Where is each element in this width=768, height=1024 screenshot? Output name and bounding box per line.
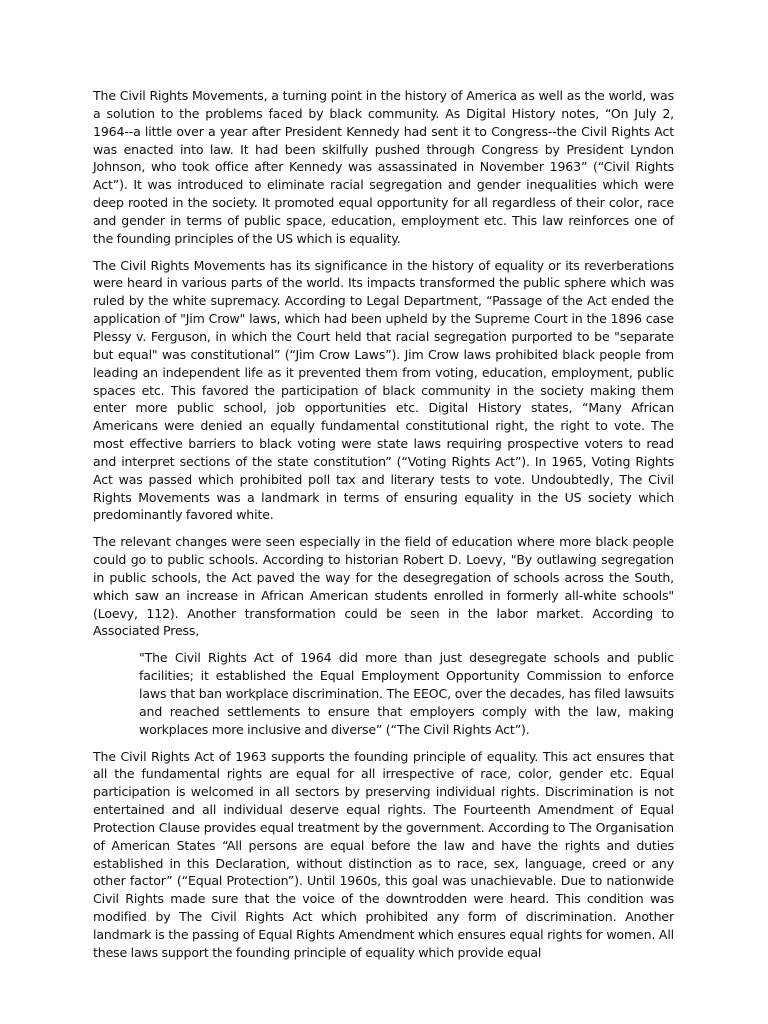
paragraph-1: The Civil Rights Movements, a turning point in the history of America as well as the world, was a solution to the problems faced by black community. As Digital History notes, “On July 2, 1964--a little over a year after President Kennedy had sent it to Congress--the Civil Rights Act was enacted into law. It had been skilfully pushed through Congress by President Lyndon Johnson, who took office after Kennedy was assassinated in November 1963” (“Civil Rights Act”). It was introduced to eliminate racial segregation and gender inequalities which were deep rooted in the society. It promoted equal opportunity for all regardless of their color, race and gender in terms of public space, education, employment etc. This law reinforces one of the founding principles of the US which is equality.: [93, 88, 674, 246]
paragraph-3: The relevant changes were seen especially in the field of education where more black people could go to public schools. According to historian Robert D. Loevy, "By outlawing segregation in public schools, the Act paved the way for the desegregation of schools across the South, which saw an increase in African American students enrolled in formerly all-white schools" (Loevy, 112). Another transformation could be seen in the labor market. According to Associated Press,: [93, 534, 674, 639]
block-quote: "The Civil Rights Act of 1964 did more than just desegregate schools and public facilities; it established the Equal Employment Opportunity Commission to enforce laws that ban workplace discrimination. The EEOC, over the decades, has filed lawsuits and reached settlements to ensure that employers comply with the law, making workplaces more inclusive and diverse” (“The Civil Rights Act”).: [139, 650, 674, 737]
paragraph-4: The Civil Rights Act of 1963 supports the founding principle of equality. This act ensures that all the fundamental rights are equal for all irrespective of race, color, gender etc. Equal participation is welcomed in all sectors by preserving individual rights. Discrimination is not entertained and all individual deserve equal rights. The Fourteenth Amendment of Equal Protection Clause provides equal treatment by the government. According to The Organisation of American States “All persons are equal before the law and have the rights and duties established in this Declaration, without distinction as to race, sex, language, creed or any other factor” (“Equal Protection”). Until 1960s, this goal was unachievable. Due to nationwide Civil Rights made sure that the voice of the downtrodden were heard. This condition was modified by The Civil Rights Act which prohibited any form of discrimination. Another landmark is the passing of Equal Rights Amendment which ensures equal rights for women. All these laws support the founding principle of equality which provide equal: [93, 748, 674, 960]
paragraph-2: The Civil Rights Movements has its significance in the history of equality or its reverberations were heard in various parts of the world. Its impacts transformed the public sphere which was ruled by the white supremacy. According to Legal Department, “Passage of the Act ended the application of "Jim Crow" laws, which had been upheld by the Supreme Court in the 1896 case Plessy v. Ferguson, in which the Court held that racial segregation purported to be "separate but equal" was constitutional” (“Jim Crow Laws”). Jim Crow laws prohibited black people from leading an independent life as it prevented them from voting, education, employment, public spaces etc. This favored the participation of black community in the society making them enter more public school, job opportunities etc. Digital History states, “Many African Americans were denied an equally fundamental constitutional right, the right to vote. The most effective barriers to black voting were state laws requiring prospective voters to read and interpret sections of the state constitution” (“Voting Rights Act”). In 1965, Voting Rights Act was passed which prohibited poll tax and literary tests to vote. Undoubtedly, The Civil Rights Movements was a landmark in terms of ensuring equality in the US society which predominantly favored white.: [93, 257, 674, 523]
